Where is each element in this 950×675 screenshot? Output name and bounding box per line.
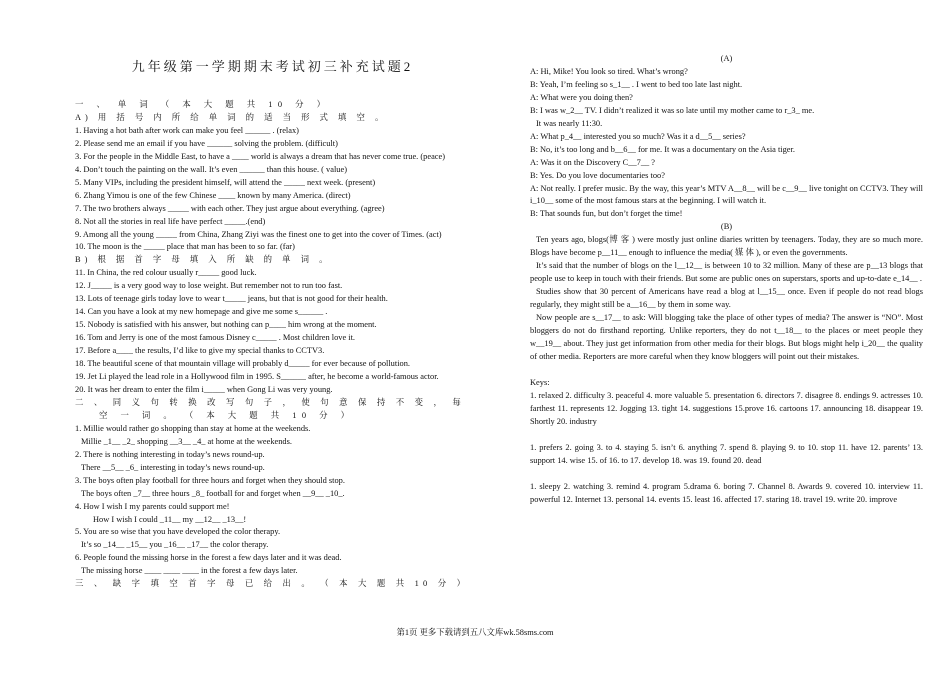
rewrite-sentence: 6. People found the missing horse in the forest a few days later and it was dead. [75, 553, 342, 563]
dialogue-line: A: Not really. I prefer music. By the way, this year’s MTV A__8__ will be c__9__ live tonight on CCTV3. They will i_10__ some of the most famous stars at the beginning. I will watch it. [530, 183, 923, 206]
question: 14. Can you have a look at my new homepage and give me some s______ . [75, 307, 328, 317]
question: 16. Tom and Jerry is one of the most famous Disney c_____ . Most children love it. [75, 333, 356, 343]
passage-paragraph: Now people are s__17__ to ask: Will blogging take the place of other types of media? The answer is “NO”. Most bloggers do not do firsthand reporting. Unlike reporters, they do not t__18__ to the places or meet people they w__19__ about. They just get information from other media for their blogs. But blogs might help i_20__ the quality of other media. Reporters are more careful when they know bloggers will point out their mistakes. [530, 313, 923, 361]
passage-a-title: (A) [720, 54, 733, 63]
rewrite-sentence: 2. There is nothing interesting in today’s news round-up. [75, 449, 265, 459]
dialogue-line: A: What were you doing then? [530, 92, 633, 102]
dialogue-line: B: Yeah, I’m feeling so s_1__ . I went to bed too late last night. [530, 79, 743, 89]
dialogue-line: It was nearly 11:30. [536, 118, 603, 128]
right-column [530, 53, 923, 507]
rewrite-answer: The boys often _7__ three hours _8_ football for and forget when __9__ _10_. [81, 488, 345, 498]
answer-key: 1. prefers 2. going 3. to 4. staying 5. isn’t 6. anything 7. spend 8. playing 9. to 10. stop 11. have 12. parents’ 13. support 14. wise 15. of 16. to 17. develop 18. was 19. found 20. dead [530, 442, 923, 465]
passage-b-title: (B) [720, 222, 733, 232]
exam-title: 九年级第一学期期末考试初三补充试题2 [131, 59, 414, 74]
rewrite-answer: There __5__ _6_ interesting in today’s news round-up. [81, 462, 265, 472]
question: 3. For the people in the Middle East, to have a ____ world is always a dream that has never come true. (peace) [75, 151, 446, 161]
rewrite-answer: The missing horse ____ ____ ____ in the forest a few days later. [81, 566, 298, 576]
question: 4. Don’t touch the painting on the wall. It’s even ______ than this house. ( value) [75, 164, 347, 174]
rewrite-answer: How I wish I could _11__ my __12__ _13__! [93, 514, 247, 524]
section2-header-cont: 空 一 词 。 （ 本 大 题 共 10 分 ） [99, 410, 355, 420]
dialogue-line: B: That sounds fun, but don’t forget the time! [530, 209, 683, 219]
question: 12. J_____ is a very good way to lose weight. But remember not to run too fast. [75, 281, 343, 291]
section2-header: 二 、 同 义 句 转 换 改 写 句 子 ， 使 句 意 保 持 不 变 ， 每 [75, 397, 465, 407]
question: 7. The two brothers always _____ with each other. They just argue about everything. (agree) [75, 203, 385, 213]
question: 2. Please send me an email if you have ______ solving the problem. (difficult) [75, 138, 338, 148]
question: 8. Not all the stories in real life have perfect _____.(end) [75, 216, 266, 226]
section1-header: 一 、 单 词 （ 本 大 题 共 10 分 ） [75, 100, 331, 109]
rewrite-sentence: 3. The boys often play football for three hours and forget when they should stop. [75, 475, 345, 485]
dialogue-line: A: Hi, Mike! You look so tired. What’s wrong? [530, 66, 688, 76]
question: 18. The beautiful scene of that mountain village will probably d_____ for ever because of pollution. [75, 359, 410, 369]
answer-key: 1. sleepy 2. watching 3. remind 4. program 5.drama 6. boring 7. Channel 8. Awards 9. covered 10. interview 11. powerful 12. Internet 13. personal 14. events 15. least 16. affected 17. staring 18. travel 19. write 20. improve [530, 481, 923, 504]
passage-paragraph: It’s said that the number of blogs on the l__12__ is between 10 to 32 million. Many of these are p__13 blogs that people use to keep in touch with their friends. But some are public ones on superstars, sports and up-to-date e_14__ . [530, 261, 923, 284]
partA-header: A) 用 括 号 内 所 给 单 词 的 适 当 形 式 填 空 。 [75, 112, 388, 122]
question: 10. The moon is the _____ place that man has been to so far. (far) [75, 242, 295, 252]
rewrite-sentence: 5. You are so wise that you have developed the color therapy. [75, 527, 281, 537]
question: 1. Having a hot bath after work can make you feel ______ . (relax) [75, 125, 299, 135]
question: 17. Before a____ the results, I’d like to give my special thanks to CCTV3. [75, 346, 325, 356]
page-footer: 第1页 更多下载请到五八文库wk.58sms.com [396, 628, 554, 637]
question: 13. Lots of teenage girls today love to wear t_____ jeans, but that is not good for their health. [75, 294, 388, 304]
dialogue-line: A: Was it on the Discovery C__7__ ? [530, 157, 656, 167]
question: 15. Nobody is satisfied with his answer, but nothing can p____ him wrong at the moment. [75, 320, 377, 330]
dialogue-line: A: What p_4__ interested you so much? Was it a d__5__ series? [530, 131, 746, 141]
rewrite-sentence: 4. How I wish I my parents could support me! [75, 501, 230, 511]
question: 5. Many VIPs, including the president himself, will attend the _____ next week. (present) [75, 177, 376, 187]
answer-key: 1. relaxed 2. difficulty 3. peaceful 4. more valuable 5. presentation 6. directors 7. disagree 8. endings 9. actresses 10. farthest 11. represents 12. Jogging 13. tight 14. suggestions 15.prove 16. cartoons 17. announcing 18. disappear 19. Shortly 20. industry [530, 390, 923, 426]
left-column [75, 88, 470, 591]
dialogue-line: B: I was w_2__ TV. I didn’t realized it was so late until my mother came to r_3_ me. [530, 105, 815, 115]
question: 11. In China, the red colour usually r_____ good luck. [75, 268, 257, 278]
passage-paragraph: Studies show that 30 percent of Americans have read a blog at l__15__ once. Even if people do not read blogs regularly, they might still be a__16__ by them in some way. [530, 287, 923, 310]
dialogue-line: B: No, it’s too long and b__6__ for me. It was a documentary on the Asia tiger. [530, 144, 795, 154]
keys-label: Keys: [530, 377, 550, 387]
question: 9. Among all the young _____ from China, Zhang Ziyi was the finest one to get into the cover of Times. (act) [75, 229, 442, 239]
passage-paragraph: Ten years ago, blogs(博 客 ) were mostly just online diaries written by teenagers. Today, they are so much more. Blogs have become p__11__ enough to influence the media( 媒 体 ), or even the governments. [530, 235, 923, 258]
rewrite-answer: Millie _1__ _2_ shopping __3__ _4_ at home at the weekends. [81, 436, 292, 446]
question: 6. Zhang Yimou is one of the few Chinese ____ known by many America. (direct) [75, 190, 351, 200]
rewrite-sentence: 1. Millie would rather go shopping than stay at home at the weekends. [75, 423, 311, 433]
dialogue-line: B: Yes. Do you love documentaries too? [530, 170, 665, 180]
question: 19. Jet Li played the lead role in a Hollywood film in 1995. S______ after, he become a world-famous actor. [75, 372, 439, 382]
section3-header: 三 、 缺 字 填 空 首 字 母 已 给 出 。 （ 本 大 题 共 10 分 ） [75, 579, 470, 589]
rewrite-answer: It’s so _14__ _15__ you _16__ _17__ the color therapy. [81, 540, 269, 550]
partB-header: B) 根 据 首 字 母 填 入 所 缺 的 单 词 。 [75, 255, 332, 265]
question: 20. It was her dream to enter the film i_____ when Gong Li was very young. [75, 384, 333, 394]
